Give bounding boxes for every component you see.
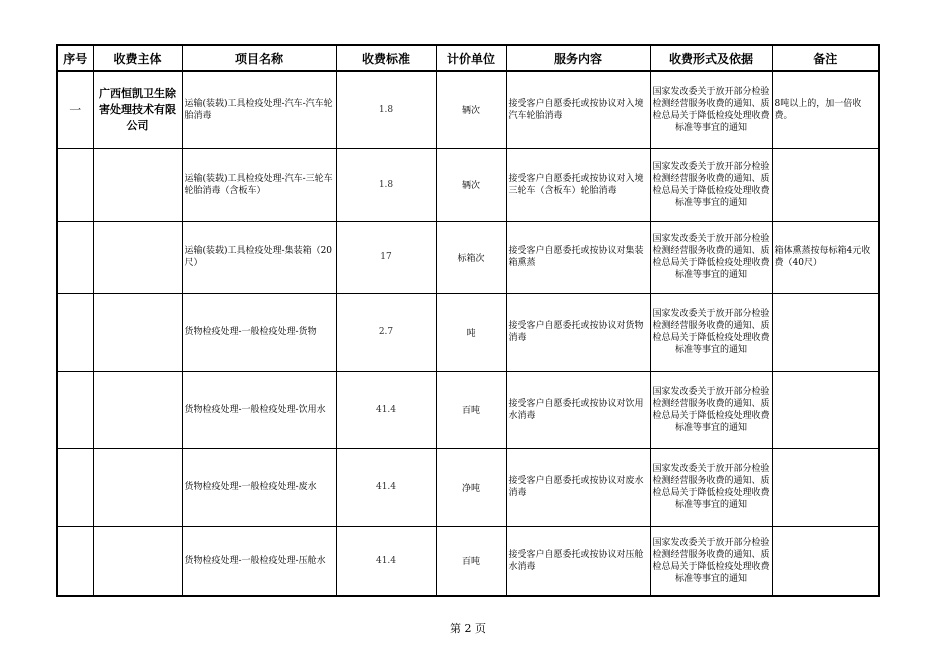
header-note: 备注 <box>772 45 879 71</box>
row-basis: 国家发改委关于放开部分检验检测经营服务收费的通知、质检总局关于降低检疫处理收费标准等事宜的通知 <box>650 371 772 448</box>
row-basis: 国家发改委关于放开部分检验检测经营服务收费的通知、质检总局关于降低检疫处理收费标准等事宜的通知 <box>650 526 772 596</box>
row-org <box>93 371 182 448</box>
row-std: 2.7 <box>336 293 436 371</box>
row-unit: 辆次 <box>436 148 506 221</box>
row-service: 接受客户自愿委托或按协议对入境三轮车（含板车）轮胎消毒 <box>506 148 650 221</box>
table-row <box>57 148 879 221</box>
row-note: 8吨以上的，加一倍收费。 <box>772 71 879 148</box>
row-seq <box>57 148 93 221</box>
header-basis: 收费形式及依据 <box>650 45 772 71</box>
row-name: 运输(装载)工具检疫处理-汽车-三轮车轮胎消毒（含板车） <box>182 148 336 221</box>
row-service: 接受客户自愿委托或按协议对集装箱熏蒸 <box>506 221 650 293</box>
row-basis: 国家发改委关于放开部分检验检测经营服务收费的通知、质检总局关于降低检疫处理收费标准等事宜的通知 <box>650 148 772 221</box>
row-name: 货物检疫处理-一般检疫处理-压舱水 <box>182 526 336 596</box>
table-row <box>57 371 879 448</box>
row-std: 1.8 <box>336 148 436 221</box>
row-org <box>93 448 182 526</box>
row-seq <box>57 526 93 596</box>
row-note <box>772 293 879 371</box>
row-basis: 国家发改委关于放开部分检验检测经营服务收费的通知、质检总局关于降低检疫处理收费标准等事宜的通知 <box>650 71 772 148</box>
row-basis: 国家发改委关于放开部分检验检测经营服务收费的通知、质检总局关于降低检疫处理收费标准等事宜的通知 <box>650 448 772 526</box>
row-org: 广西恒凯卫生除害处理技术有限公司 <box>93 71 182 148</box>
row-service: 接受客户自愿委托或按协议对废水消毒 <box>506 448 650 526</box>
table-row <box>57 71 879 148</box>
header-std: 收费标准 <box>336 45 436 71</box>
header-service: 服务内容 <box>506 45 650 71</box>
header-name: 项目名称 <box>182 45 336 71</box>
header-seq: 序号 <box>57 45 93 71</box>
row-seq <box>57 448 93 526</box>
row-service: 接受客户自愿委托或按协议对压舱水消毒 <box>506 526 650 596</box>
row-name: 运输(装载)工具检疫处理-汽车-汽车轮胎消毒 <box>182 71 336 148</box>
row-service: 接受客户自愿委托或按协议对货物消毒 <box>506 293 650 371</box>
row-seq: 一 <box>57 71 93 148</box>
row-basis: 国家发改委关于放开部分检验检测经营服务收费的通知、质检总局关于降低检疫处理收费标准等事宜的通知 <box>650 221 772 293</box>
row-service: 接受客户自愿委托或按协议对饮用水消毒 <box>506 371 650 448</box>
row-org <box>93 293 182 371</box>
fee-table <box>56 44 880 597</box>
row-unit: 百吨 <box>436 371 506 448</box>
row-std: 17 <box>336 221 436 293</box>
row-seq <box>57 221 93 293</box>
table-row <box>57 526 879 596</box>
row-unit: 辆次 <box>436 71 506 148</box>
header-unit: 计价单位 <box>436 45 506 71</box>
row-basis: 国家发改委关于放开部分检验检测经营服务收费的通知、质检总局关于降低检疫处理收费标准等事宜的通知 <box>650 293 772 371</box>
row-org <box>93 526 182 596</box>
row-note <box>772 148 879 221</box>
table-row <box>57 293 879 371</box>
table-row <box>57 221 879 293</box>
row-name: 运输(装载)工具检疫处理-集装箱（20尺） <box>182 221 336 293</box>
row-unit: 标箱次 <box>436 221 506 293</box>
row-note: 箱体熏蒸按每标箱4元收费（40尺） <box>772 221 879 293</box>
row-name: 货物检疫处理-一般检疫处理-废水 <box>182 448 336 526</box>
row-note <box>772 371 879 448</box>
row-std: 41.4 <box>336 448 436 526</box>
row-std: 1.8 <box>336 71 436 148</box>
row-name: 货物检疫处理-一般检疫处理-饮用水 <box>182 371 336 448</box>
row-std: 41.4 <box>336 371 436 448</box>
header-row <box>57 45 879 71</box>
row-unit: 百吨 <box>436 526 506 596</box>
row-seq <box>57 371 93 448</box>
row-note <box>772 448 879 526</box>
row-std: 41.4 <box>336 526 436 596</box>
row-org <box>93 148 182 221</box>
row-org <box>93 221 182 293</box>
row-unit: 净吨 <box>436 448 506 526</box>
row-unit: 吨 <box>436 293 506 371</box>
row-service: 接受客户自愿委托或按协议对入境汽车轮胎消毒 <box>506 71 650 148</box>
row-seq <box>57 293 93 371</box>
page-number: 第 2 页 <box>450 622 486 635</box>
row-note <box>772 526 879 596</box>
table-row <box>57 448 879 526</box>
header-org: 收费主体 <box>93 45 182 71</box>
row-name: 货物检疫处理-一般检疫处理-货物 <box>182 293 336 371</box>
